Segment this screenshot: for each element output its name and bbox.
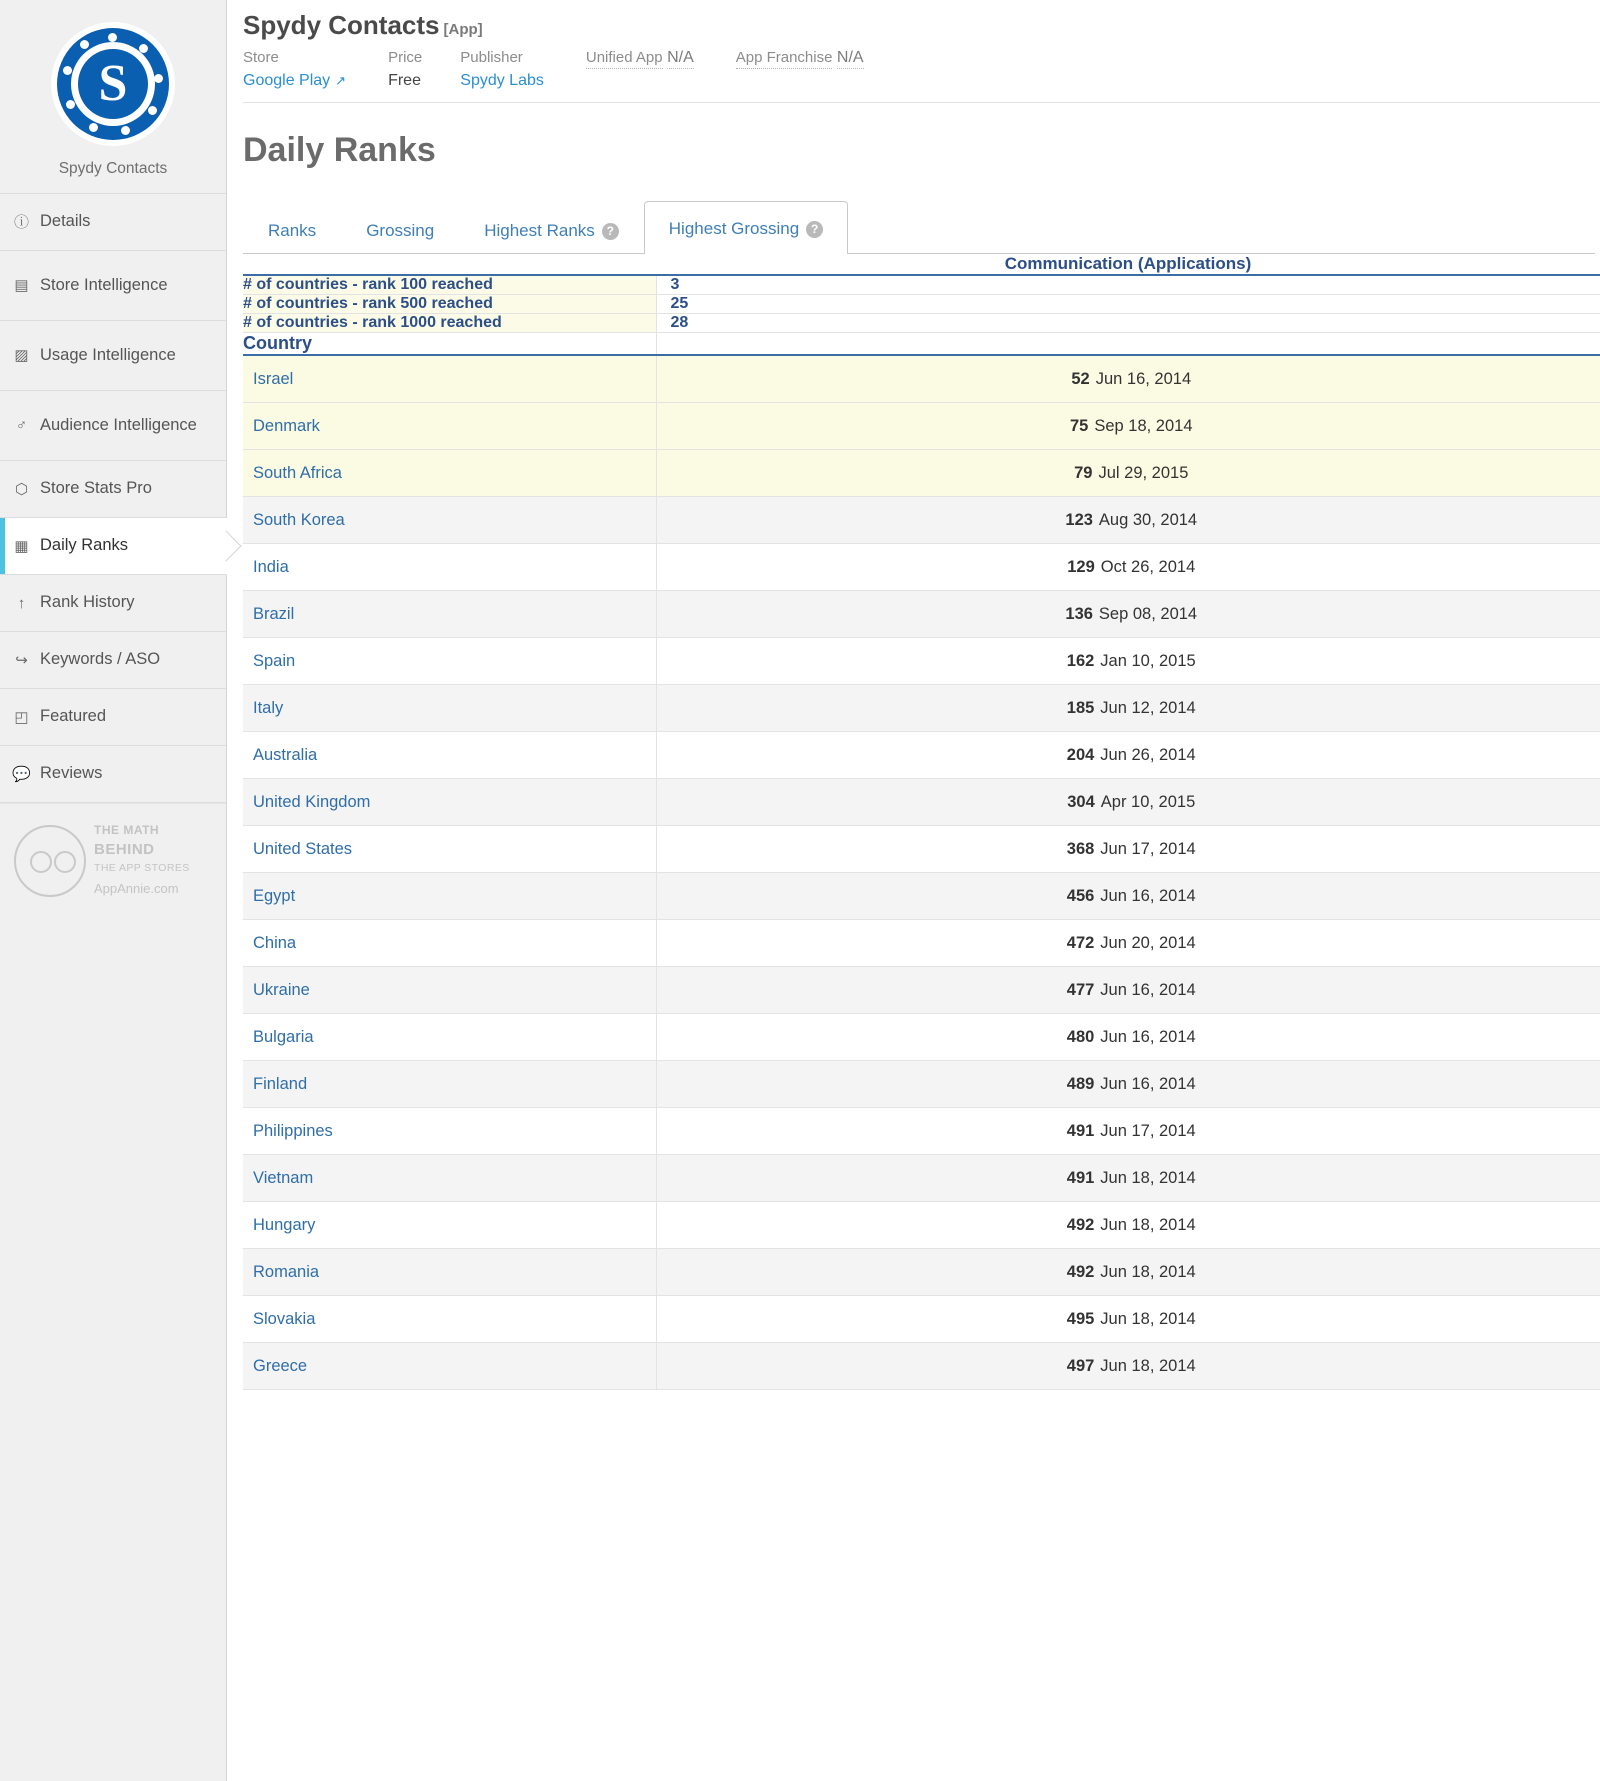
selection-accent-bar (0, 518, 5, 574)
country-name[interactable]: Egypt (243, 873, 656, 920)
cell-inner (671, 840, 1593, 859)
cell-inner (671, 793, 1593, 812)
sidebar-item-label: Audience Intelligence (40, 415, 197, 434)
main-content (227, 0, 1600, 1781)
meta-value-app-franchise: N/A (837, 49, 864, 69)
tab-label: Grossing (366, 221, 435, 240)
rank-value: 123 (1065, 511, 1093, 529)
highest-grossing-cell (656, 1249, 1600, 1296)
highest-grossing-cell (656, 638, 1600, 685)
rank-date: Jun 12, 2014 (1100, 699, 1196, 717)
country-name[interactable]: Bulgaria (243, 1014, 656, 1061)
watermark-face-icon (14, 825, 86, 897)
table-row (243, 1343, 1600, 1390)
rank-date: Sep 18, 2014 (1094, 417, 1193, 435)
app-icon-wrap (0, 0, 226, 193)
cell-inner (671, 1357, 1593, 1376)
highest-grossing-cell (656, 1108, 1600, 1155)
summary-value: 28 (656, 314, 1600, 333)
rank-date: Jan 10, 2015 (1100, 652, 1196, 670)
country-name[interactable]: Greece (243, 1343, 656, 1390)
table-row (243, 497, 1600, 544)
rank-date: Jun 16, 2014 (1095, 370, 1192, 388)
sidebar-item-keywords-aso[interactable] (0, 632, 226, 689)
table-row (243, 967, 1600, 1014)
country-name[interactable]: Israel (243, 355, 656, 403)
highest-grossing-cell (656, 497, 1600, 544)
rank-date: Jun 18, 2014 (1100, 1216, 1196, 1234)
country-name[interactable]: Hungary (243, 1202, 656, 1249)
rank-date: Jun 16, 2014 (1100, 981, 1196, 999)
sidebar-item-audience-intelligence[interactable] (0, 391, 226, 461)
help-icon[interactable]: ? (602, 223, 619, 240)
sidebar-nav (0, 193, 226, 803)
rank-value: 304 (1067, 793, 1095, 811)
tab-label: Ranks (268, 221, 317, 240)
cell-inner (671, 746, 1593, 765)
meta-label-app-franchise: App Franchise (736, 49, 833, 69)
sidebar-item-label: Featured (40, 707, 107, 726)
table-row (243, 826, 1600, 873)
rank-date: Jun 17, 2014 (1100, 840, 1196, 858)
rank-value: 472 (1066, 934, 1095, 952)
app-meta-row (243, 49, 1600, 90)
highest-grossing-cell (656, 1061, 1600, 1108)
table-row (243, 685, 1600, 732)
sidebar-item-reviews[interactable] (0, 746, 226, 803)
cell-inner (671, 934, 1593, 953)
store-link[interactable]: Google Play (243, 72, 331, 89)
country-name[interactable]: Brazil (243, 591, 656, 638)
country-name[interactable]: Australia (243, 732, 656, 779)
person-icon: ♂ (15, 417, 28, 434)
rank-value: 185 (1066, 699, 1095, 717)
tab-highest-grossing[interactable] (644, 201, 848, 254)
app-title-suffix: [App] (443, 21, 483, 38)
rank-value: 495 (1066, 1310, 1095, 1328)
hexagon-icon: ⬡ (14, 480, 29, 498)
tab-bar (243, 200, 1595, 254)
table-row (243, 591, 1600, 638)
meta-value-publisher (460, 72, 544, 90)
cell-inner (671, 1216, 1593, 1235)
rank-value: 79 (1074, 464, 1093, 482)
tab-highest-ranks[interactable] (459, 207, 644, 254)
comment-icon: 💬 (12, 765, 31, 783)
app-header (243, 0, 1600, 103)
rank-date: Apr 10, 2015 (1100, 793, 1196, 811)
highest-grossing-cell (656, 355, 1600, 403)
meta-publisher (460, 49, 544, 90)
country-name[interactable]: South Africa (243, 450, 656, 497)
app-logo-letter: S (78, 49, 148, 119)
sidebar-item-label: Details (40, 212, 91, 231)
rank-value: 491 (1066, 1169, 1095, 1187)
meta-value-unified-app: N/A (667, 49, 694, 69)
rank-date: Jun 26, 2014 (1100, 746, 1196, 764)
table-row (243, 403, 1600, 450)
sidebar-item-label: Store Intelligence (40, 275, 168, 294)
cell-inner (671, 1310, 1593, 1329)
meta-label-unified-app: Unified App (586, 49, 663, 69)
table-row (243, 1202, 1600, 1249)
rank-date: Jun 16, 2014 (1100, 1028, 1196, 1046)
highest-grossing-table (243, 254, 1600, 1390)
country-name[interactable]: United Kingdom (243, 779, 656, 826)
highest-grossing-cell (656, 1155, 1600, 1202)
highest-grossing-cell (656, 591, 1600, 638)
rank-date: Jun 18, 2014 (1100, 1263, 1196, 1281)
summary-value: 25 (656, 295, 1600, 314)
table-row (243, 732, 1600, 779)
country-name[interactable]: South Korea (243, 497, 656, 544)
sidebar-item-label: Store Stats Pro (40, 479, 152, 498)
table-row (243, 779, 1600, 826)
tab-ranks[interactable] (243, 207, 341, 254)
table-row (243, 544, 1600, 591)
cell-inner (671, 981, 1593, 1000)
highest-grossing-cell (656, 685, 1600, 732)
watermark-text (94, 822, 190, 899)
rank-date: Sep 08, 2014 (1098, 605, 1198, 623)
summary-label: # of countries - rank 500 reached (243, 295, 656, 314)
highest-grossing-cell (656, 732, 1600, 779)
sidebar-app-name: Spydy Contacts (58, 160, 168, 177)
flag-icon: ◰ (14, 708, 29, 726)
rank-value: 204 (1066, 746, 1095, 764)
meta-unified-app (586, 49, 694, 75)
rank-date: Jun 18, 2014 (1100, 1169, 1196, 1187)
help-icon[interactable]: ? (806, 221, 823, 238)
sidebar-item-label: Rank History (40, 593, 135, 612)
country-header-row (243, 333, 1600, 356)
highest-grossing-cell (656, 1014, 1600, 1061)
watermark-line-2: BEHIND (94, 841, 155, 859)
watermark-line-4: AppAnnie.com (94, 881, 179, 897)
summary-row-rank-100 (243, 275, 1600, 295)
cell-inner (671, 511, 1593, 530)
arrow-up-icon: ↑ (17, 594, 26, 612)
summary-value: 3 (656, 275, 1600, 295)
rank-value: 136 (1065, 605, 1093, 623)
cell-inner (671, 605, 1593, 624)
sidebar-item-daily-ranks[interactable] (0, 518, 227, 575)
rank-date: Jun 17, 2014 (1100, 1122, 1196, 1140)
country-header-blank (656, 333, 1600, 356)
table-row (243, 450, 1600, 497)
sidebar (0, 0, 227, 1781)
highest-grossing-cell (656, 1343, 1600, 1390)
highest-grossing-cell (656, 967, 1600, 1014)
table-body (243, 355, 1600, 1390)
table-row (243, 638, 1600, 685)
rank-date: Aug 30, 2014 (1098, 511, 1198, 529)
highest-grossing-cell (656, 826, 1600, 873)
sidebar-item-label: Keywords / ASO (40, 650, 161, 669)
meta-store (243, 49, 346, 90)
rank-date: Oct 26, 2014 (1100, 558, 1196, 576)
country-name[interactable]: Spain (243, 638, 656, 685)
watermark-line-1: THE MATH (94, 823, 160, 837)
cell-inner (671, 699, 1593, 718)
sidebar-item-featured[interactable] (0, 689, 226, 746)
table-header-row (243, 254, 1600, 275)
rank-date: Jun 18, 2014 (1100, 1357, 1196, 1375)
table-row (243, 1108, 1600, 1155)
info-icon: ⓘ (13, 213, 29, 231)
table-header-blank (243, 254, 656, 275)
highest-grossing-cell (656, 1202, 1600, 1249)
rank-value: 491 (1066, 1122, 1095, 1140)
app-logo-icon (51, 22, 175, 146)
summary-label: # of countries - rank 1000 reached (243, 314, 656, 333)
highest-grossing-cell (656, 1296, 1600, 1343)
highest-grossing-cell (656, 779, 1600, 826)
rank-value: 489 (1066, 1075, 1095, 1093)
tab-label: Highest Ranks (484, 221, 595, 240)
table-row (243, 873, 1600, 920)
highest-grossing-cell (656, 873, 1600, 920)
country-name[interactable]: United States (243, 826, 656, 873)
table-row (243, 1061, 1600, 1108)
meta-label-price: Price (388, 49, 423, 66)
highest-grossing-cell (656, 403, 1600, 450)
cell-inner (671, 370, 1593, 389)
rank-date: Jun 18, 2014 (1100, 1310, 1196, 1328)
table-header-category: Communication (Applications) (656, 254, 1600, 275)
sidebar-item-store-stats-pro[interactable] (0, 461, 226, 518)
rank-date: Jun 16, 2014 (1100, 1075, 1196, 1093)
cell-inner (671, 1122, 1593, 1141)
chart-icon: ▨ (14, 347, 29, 364)
rank-value: 492 (1066, 1216, 1095, 1234)
table-row (243, 1249, 1600, 1296)
country-name[interactable]: Philippines (243, 1108, 656, 1155)
watermark-line-3: THE APP STORES (94, 862, 190, 875)
cell-inner (671, 1075, 1593, 1094)
country-name[interactable]: Ukraine (243, 967, 656, 1014)
rank-value: 75 (1069, 417, 1089, 435)
country-name[interactable]: Slovakia (243, 1296, 656, 1343)
meta-value-price: Free (388, 72, 421, 89)
publisher-link[interactable]: Spydy Labs (460, 72, 544, 89)
highest-grossing-cell (656, 544, 1600, 591)
rank-date: Jul 29, 2015 (1098, 464, 1189, 482)
country-name[interactable]: Denmark (243, 403, 656, 450)
cell-inner (671, 464, 1593, 483)
sidebar-item-label: Usage Intelligence (40, 345, 176, 364)
rank-value: 129 (1067, 558, 1095, 576)
sidebar-item-details[interactable] (0, 194, 226, 251)
rank-value: 52 (1071, 370, 1090, 388)
country-name[interactable]: Vietnam (243, 1155, 656, 1202)
sidebar-item-rank-history[interactable] (0, 575, 226, 632)
cell-inner (671, 1263, 1593, 1282)
sidebar-item-store-intelligence[interactable] (0, 251, 226, 321)
rank-date: Jun 20, 2014 (1100, 934, 1196, 952)
country-name[interactable]: Romania (243, 1249, 656, 1296)
cell-inner (671, 1028, 1593, 1047)
sidebar-item-usage-intelligence[interactable] (0, 321, 226, 391)
rank-value: 162 (1066, 652, 1095, 670)
summary-label: # of countries - rank 100 reached (243, 275, 656, 295)
rank-value: 477 (1066, 981, 1095, 999)
meta-price (388, 49, 422, 90)
highest-grossing-cell (656, 920, 1600, 967)
rank-value: 456 (1066, 887, 1095, 905)
rank-value: 368 (1066, 840, 1095, 858)
watermark (0, 803, 226, 923)
cell-inner (671, 652, 1593, 671)
rank-date: Jun 16, 2014 (1100, 887, 1196, 905)
rank-value: 492 (1066, 1263, 1095, 1281)
highest-grossing-cell (656, 450, 1600, 497)
calendar-icon: ▦ (14, 537, 29, 555)
table-row (243, 355, 1600, 403)
rank-value: 497 (1066, 1357, 1095, 1375)
cell-inner (671, 558, 1593, 577)
meta-app-franchise (736, 49, 864, 75)
briefcase-icon: ▤ (14, 277, 29, 294)
table-row (243, 1014, 1600, 1061)
country-name[interactable]: India (243, 544, 656, 591)
external-link-icon: ↗ (335, 73, 347, 88)
page-app-title (243, 10, 1600, 41)
country-name[interactable]: China (243, 920, 656, 967)
summary-row-rank-1000 (243, 314, 1600, 333)
rank-value: 480 (1066, 1028, 1095, 1046)
sidebar-item-label: Reviews (40, 764, 103, 783)
cell-inner (671, 417, 1593, 436)
cell-inner (671, 887, 1593, 906)
meta-value-store (243, 72, 346, 90)
app-title-text: Spydy Contacts (243, 10, 440, 40)
tab-label: Highest Grossing (668, 219, 800, 238)
tab-grossing[interactable] (341, 207, 459, 254)
table-row (243, 920, 1600, 967)
meta-label-publisher: Publisher (460, 49, 523, 66)
cell-inner (671, 1169, 1593, 1188)
summary-row-rank-500 (243, 295, 1600, 314)
meta-label-store: Store (243, 49, 279, 66)
country-name[interactable]: Finland (243, 1061, 656, 1108)
country-name[interactable]: Italy (243, 685, 656, 732)
table-row (243, 1296, 1600, 1343)
tag-icon: ↪ (15, 651, 28, 669)
page-title: Daily Ranks (243, 131, 436, 169)
table-row (243, 1155, 1600, 1202)
sidebar-item-label: Daily Ranks (40, 536, 129, 555)
country-header-label: Country (243, 333, 656, 356)
